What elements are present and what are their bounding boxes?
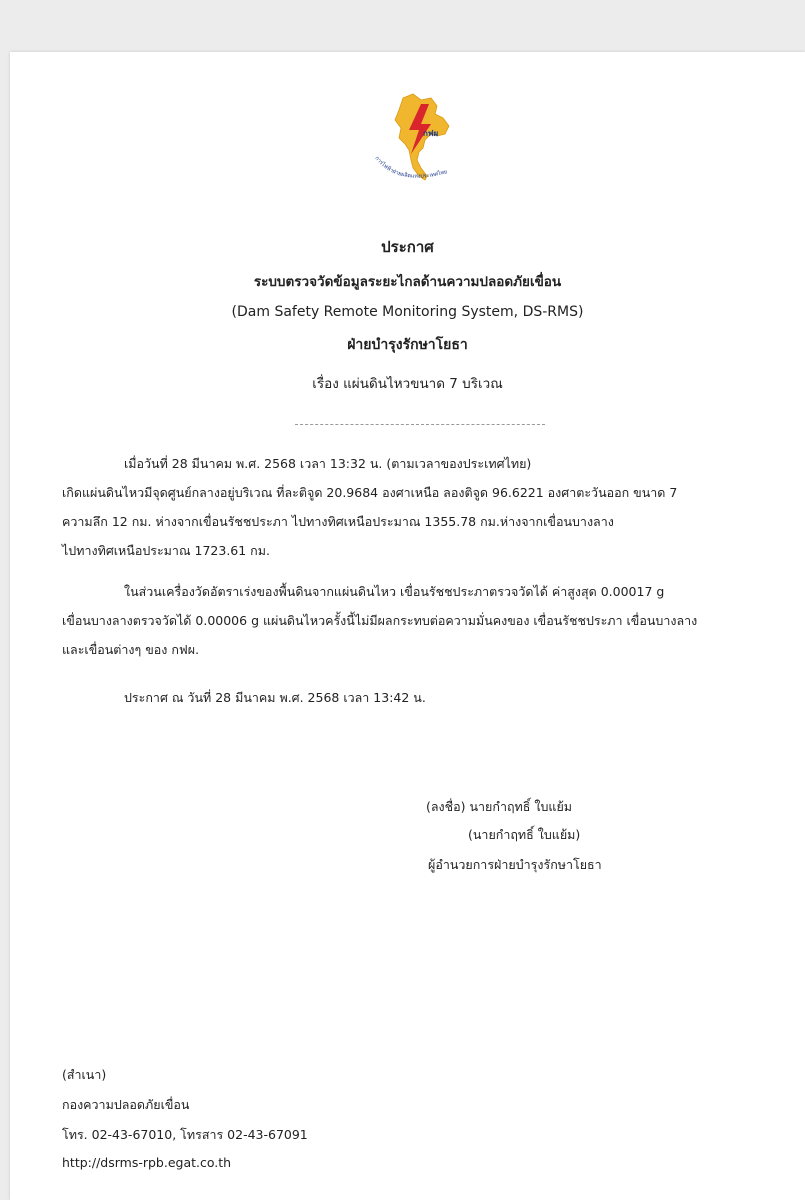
paragraph-earthquake-details	[62, 449, 782, 565]
footer-copy-label: (สำเนา)	[62, 1067, 107, 1082]
footer-url: http://dsrms-rpb.egat.co.th	[62, 1155, 232, 1170]
department-name: ฝ่ายบำรุงรักษาโยธา	[347, 337, 468, 353]
paragraph-line: ความลึก 12 กม. ห่างจากเขื่อนรัชชประภา ไปทางทิศเหนือประมาณ 1355.78 กม.ห่างจากเขื่อนบางลาง	[62, 514, 614, 529]
document-page	[10, 52, 805, 1200]
signature-title: ผู้อำนวยการฝ่ายบำรุงรักษาโยธา	[428, 857, 602, 872]
subject-line: เรื่อง แผ่นดินไหวขนาด 7 บริเวณ	[312, 376, 503, 392]
logo-arc-text: การไฟฟ้าฝ่ายผลิตแห่งประเทศไทย	[373, 155, 449, 180]
egat-logo-icon	[365, 90, 475, 200]
signature-name: (นายกำฤทธิ์ ใบแย้ม)	[468, 827, 581, 842]
system-name-english: (Dam Safety Remote Monitoring System, DS-RMS)	[231, 304, 584, 320]
dashed-divider	[295, 424, 545, 425]
paragraph-measurement	[62, 577, 782, 664]
paragraph-line: และเขื่อนต่างๆ ของ กฟผ.	[62, 642, 200, 657]
announcement-heading: ประกาศ	[381, 238, 434, 256]
signature-signed-line: (ลงชื่อ) นายกำฤทธิ์ ใบแย้ม	[426, 799, 573, 814]
footer-phone: โทร. 02-43-67010, โทรสาร 02-43-67091	[62, 1127, 308, 1142]
logo-initials: กฟผ	[423, 129, 439, 138]
issued-date: ประกาศ ณ วันที่ 28 มีนาคม พ.ศ. 2568 เวลา 13:42 น.	[124, 690, 426, 705]
paragraph-line: เมื่อวันที่ 28 มีนาคม พ.ศ. 2568 เวลา 13:32 น. (ตามเวลาของประเทศไทย)	[124, 456, 532, 471]
paragraph-line: ไปทางทิศเหนือประมาณ 1723.61 กม.	[62, 543, 270, 558]
system-name: ระบบตรวจวัดข้อมูลระยะไกลด้านความปลอดภัยเขื่อน	[253, 274, 562, 290]
paragraph-line: ในส่วนเครื่องวัดอัตราเร่งของพื้นดินจากแผ่นดินไหว เขื่อนรัชชประภาตรวจวัดได้ ค่าสูงสุด 0.00017 g	[124, 584, 665, 599]
footer-division: กองความปลอดภัยเขื่อน	[62, 1097, 190, 1112]
paragraph-line: เขื่อนบางลางตรวจวัดได้ 0.00006 g แผ่นดินไหวครั้งนี้ไม่มีผลกระทบต่อความมั่นคงของ เขื่อนรัชชประภา เขื่อนบางลาง	[62, 613, 698, 628]
paragraph-line: เกิดแผ่นดินไหวมีจุดศูนย์กลางอยู่บริเวณ ที่ละติจูด 20.9684 องศาเหนือ ลองติจูด 96.6221 องศาตะวันออก ขนาด 7	[62, 485, 678, 500]
